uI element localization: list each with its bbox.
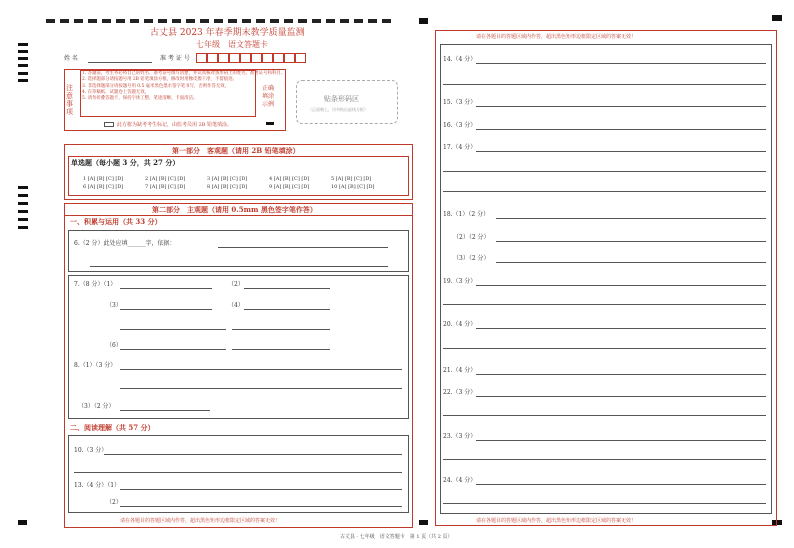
part2-heading: 第二部分 主观题（请用 0.5mm 黑色签字笔作答） bbox=[152, 205, 317, 214]
answer-line bbox=[120, 506, 402, 507]
answer-line bbox=[120, 410, 210, 411]
answer-line bbox=[443, 503, 766, 504]
q8-label: 8.（1）（3 分） bbox=[74, 362, 117, 369]
answer-line bbox=[496, 262, 766, 263]
right-top-boundary-note: 请在各题目的答题区域内作答，超出黑色矩形边框限定区域的答案无效！ bbox=[476, 34, 637, 40]
barcode-note: （正面朝上，切勿贴出虚线方框） bbox=[308, 107, 368, 112]
answer-line bbox=[476, 129, 766, 130]
name-field[interactable] bbox=[88, 62, 152, 63]
answer-line bbox=[476, 440, 766, 441]
answer-line bbox=[476, 484, 766, 485]
answer-line bbox=[120, 388, 402, 389]
right-bottom-boundary-note: 请在各题目的答题区域内作答，超出黑色矩形边框限定区域的答案无效！ bbox=[476, 518, 637, 524]
q13-part2-label: （2） bbox=[106, 499, 122, 506]
q7-label: 7.（8 分）（1） bbox=[74, 281, 117, 288]
answer-line bbox=[443, 191, 766, 192]
section2-title: 二、阅读理解（共 57 分） bbox=[70, 423, 155, 432]
answer-line bbox=[244, 309, 330, 310]
answer-line bbox=[232, 329, 330, 330]
missing-exam-checkbox[interactable] bbox=[104, 122, 114, 127]
registration-mark bbox=[419, 18, 428, 24]
missing-exam-note: 此方框为缺考考生标记，由监考员用 2B 铅笔填涂。 bbox=[117, 122, 233, 128]
answer-line bbox=[244, 288, 330, 289]
notice-items: 1. 答题前，考生务必将自己的姓名、准考证号填写清楚，并认真核对条形码上的姓名、准考证号和科目。 2. 选择题部分请按题号用 2B 铅笔填涂方框，修改时用橡皮擦干净，不留痕迹。 3. 非选择题部分请按题号用 0.5 毫米黑色墨水签字笔书写，否则作答无效。 4. 在草稿纸、试题卷上答题无效。 5. 请勿折叠答题卡，保持字体工整、笔迹清晰、卡面清洁。 bbox=[82, 71, 286, 102]
exam-number-label: 准 考 证 号 bbox=[160, 55, 190, 62]
q7-part2-label: （2） bbox=[228, 281, 244, 288]
q10-label: 10.（3 分） bbox=[74, 447, 108, 454]
answer-line bbox=[74, 472, 402, 473]
answer-line bbox=[90, 266, 388, 267]
answer-line bbox=[120, 288, 212, 289]
part1-heading: 第一部分 客观题（请用 2B 铅笔填涂） bbox=[172, 146, 300, 155]
answer-line bbox=[496, 241, 766, 242]
q7-part3-label: （3） bbox=[106, 302, 122, 309]
answer-line bbox=[476, 151, 766, 152]
answer-line bbox=[120, 309, 212, 310]
answer-line bbox=[218, 247, 388, 248]
registration-mark bbox=[772, 15, 782, 21]
answer-line bbox=[443, 459, 766, 460]
answer-line bbox=[443, 171, 766, 172]
correct-fill-example-label: 正确填涂示例 bbox=[262, 85, 275, 108]
answer-line bbox=[120, 329, 226, 330]
filled-example-mark bbox=[266, 122, 274, 125]
q6-label: 6.（2 分）此处应填______字，依据： bbox=[74, 240, 176, 247]
answer-line bbox=[104, 454, 402, 455]
answer-line bbox=[443, 415, 766, 416]
answer-line bbox=[476, 374, 766, 375]
answer-line bbox=[120, 369, 402, 370]
answer-line bbox=[476, 106, 766, 107]
answer-line bbox=[443, 348, 766, 349]
answer-line bbox=[476, 396, 766, 397]
answer-line bbox=[496, 218, 766, 219]
answer-line bbox=[476, 285, 766, 286]
answer-line bbox=[443, 304, 766, 305]
answer-line bbox=[120, 489, 402, 490]
notice-label: 注意事项 bbox=[66, 84, 73, 116]
choice-section-title: 单选题（每小题 3 分，共 27 分） bbox=[71, 158, 180, 167]
left-boundary-note: 请在各题目的答题区域内作答，超出黑色矩形边框限定区域的答案无效！ bbox=[120, 518, 281, 524]
answer-line bbox=[476, 63, 766, 64]
answer-line bbox=[476, 328, 766, 329]
answer-line bbox=[443, 84, 766, 85]
page-title: 古丈县 2023 年春季期末教学质量监测 bbox=[150, 28, 305, 38]
page-number-note: 古丈县 · 七年级 语文答题卡 第 1 页（共 2 页） bbox=[340, 534, 453, 540]
q8-part3-label: （3）（2 分） bbox=[78, 403, 115, 410]
registration-mark bbox=[18, 520, 27, 525]
q7-part6-label: （6） bbox=[106, 342, 122, 349]
answer-line bbox=[120, 349, 226, 350]
registration-mark bbox=[419, 520, 428, 525]
section1-title: 一、积累与运用（共 33 分） bbox=[70, 217, 162, 226]
q7-part4-label: （4） bbox=[228, 302, 244, 309]
q13-label: 13.（4 分）（1） bbox=[74, 482, 121, 489]
part2-divider bbox=[64, 215, 413, 216]
right-answer-box[interactable] bbox=[440, 44, 772, 514]
top-dashed-line bbox=[46, 19, 396, 23]
barcode-label: 贴条形码区 bbox=[324, 95, 359, 103]
name-label: 姓 名 bbox=[64, 55, 78, 62]
page-subtitle: 七年级 语文答题卡 bbox=[196, 40, 268, 49]
answer-line bbox=[232, 349, 330, 350]
